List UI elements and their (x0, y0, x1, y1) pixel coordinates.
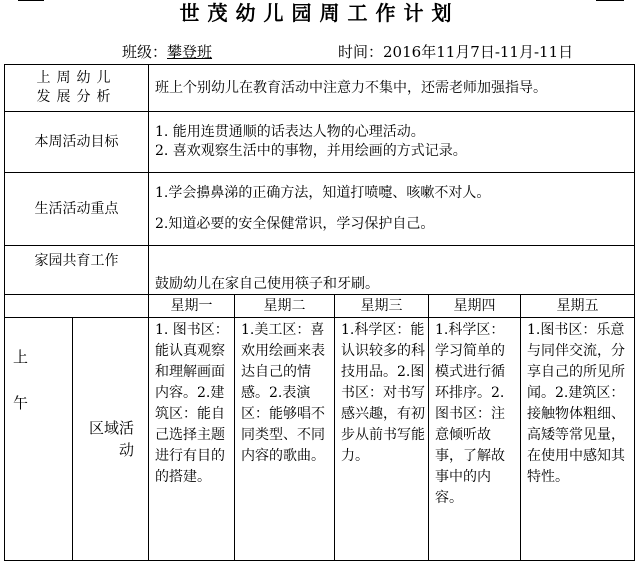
weekday-header-blank (5, 295, 149, 318)
activity-cell-wed: 1.科学区：能认识较多的科技用品。2.图书区：对书写感兴趣，有初步从前书写能力。 (335, 318, 429, 561)
home-school-row (5, 246, 635, 295)
goals-row (5, 112, 635, 173)
activity-cell-thu: 1.科学区：学习简单的模式进行循环排序。2.图书区：注意倾听故事，了解故事中的内容。 (429, 318, 521, 561)
home-school-label: 家园共育工作 (5, 246, 149, 295)
life-focus-item: 1.学会擤鼻涕的正确方法，知道打喷嚏、咳嗽不对人。 (155, 185, 491, 201)
weekday-header-row (5, 295, 635, 318)
life-focus-label: 生活活动重点 (5, 173, 149, 246)
time-info (338, 42, 573, 62)
weekday-tue: 星期二 (235, 295, 335, 318)
area-activity-label-text: 区域活动 (88, 419, 134, 459)
last-week-content: 班上个别幼儿在教育活动中注意力不集中，还需老师加强指导。 (149, 65, 635, 112)
life-focus-content (149, 173, 635, 246)
class-label: 班级： (122, 43, 168, 61)
activity-cell-fri: 1.图书区：乐意与同伴交流，分享自己的所见所闻。2.建筑区：接触物体粗细、高矮等常见量，在使用中感知其特性。 (521, 318, 635, 561)
goal-item: 1. 能用连贯通顺的话表达人物的心理活动。 (155, 124, 425, 140)
time-label: 时间： (338, 43, 384, 61)
weekday-wed: 星期三 (335, 295, 429, 318)
page-title: 世茂幼儿园周工作计划 (179, 1, 460, 25)
goals-label: 本周活动目标 (5, 112, 149, 173)
weekday-thu: 星期四 (429, 295, 521, 318)
area-activity-label (73, 318, 149, 561)
morning-activity-row (5, 318, 635, 561)
weekly-plan-table (4, 64, 635, 561)
last-week-label (5, 65, 149, 112)
time-value: 2016年11月7日-11月-11日 (383, 43, 574, 61)
life-focus-item: 2.知道必要的安全保健常识，学习保护自己。 (155, 216, 435, 232)
last-week-label-line1: 上周幼儿 (36, 70, 117, 86)
morning-label-char2: 午 (13, 394, 29, 412)
goal-item: 2. 喜欢观察生活中的事物，并用绘画的方式记录。 (155, 143, 467, 159)
goals-content (149, 112, 635, 173)
morning-label-char1: 上 (13, 348, 29, 366)
morning-label (5, 318, 73, 561)
activity-cell-tue: 1.美工区：喜欢用绘画来表达自己的情感。2.表演区：能够唱不同类型、不同内容的歌曲。 (235, 318, 335, 561)
class-value: 攀登班 (167, 43, 213, 61)
class-info (122, 42, 212, 62)
last-week-row (5, 65, 635, 112)
last-week-label-line2: 发展分析 (36, 89, 117, 105)
weekday-mon: 星期一 (149, 295, 235, 318)
home-school-content: 鼓励幼儿在家自己使用筷子和牙刷。 (149, 246, 635, 295)
life-focus-row (5, 173, 635, 246)
weekday-fri: 星期五 (521, 295, 635, 318)
activity-cell-mon: 1. 图书区：能认真观察和理解画面内容。2.建筑区：能自己选择主题进行有目的的搭建。 (149, 318, 235, 561)
